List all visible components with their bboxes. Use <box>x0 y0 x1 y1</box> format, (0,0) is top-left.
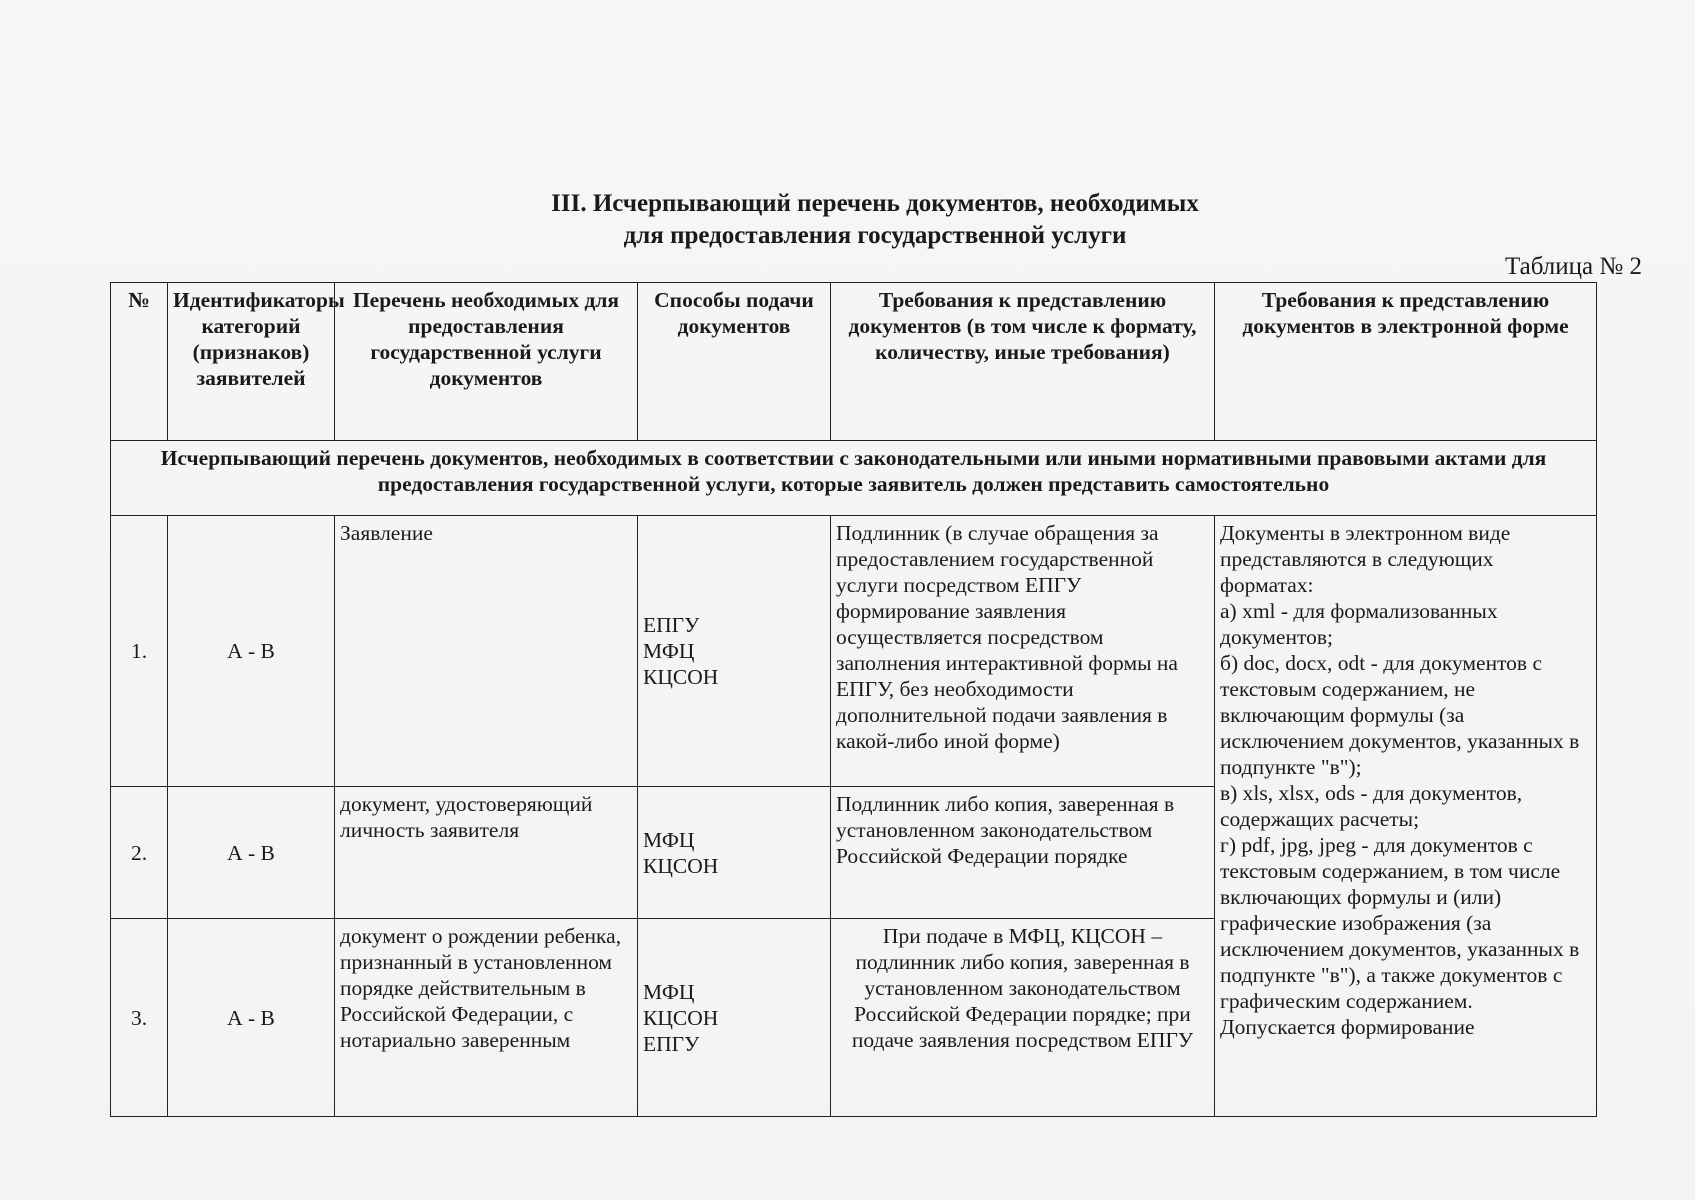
page-title <box>300 188 1450 252</box>
eform-line: г) pdf, jpg, jpeg - для документов с текстовым содержанием, в том числе включающих формулы и (или) графические изображения (за исключением документов, указанных в подпункте "в"), а также документов с графическим содержанием. <box>1220 833 1580 1013</box>
method-item: ЕПГУ <box>643 613 700 637</box>
method-item: МФЦ <box>643 639 695 663</box>
method-item: КЦСОН <box>643 1005 719 1030</box>
title-line-2: для предоставления государственной услуги <box>623 222 1127 249</box>
header-requirements: Требования к представлению документов (в том числе к формату, количеству, иные требования) <box>831 283 1215 441</box>
row-document: Заявление <box>335 516 638 787</box>
eform-line: б) doc, docx, odt - для документов с текстовым содержанием, не включающим формулы (за исключением документов, указанных в подпункте "в"); <box>1220 651 1580 779</box>
header-documents: Перечень необходимых для предоставления государственной услуги документов <box>335 283 638 441</box>
method-item: ЕПГУ <box>643 1031 700 1056</box>
header-category: Идентификаторы категорий (признаков) заявителей <box>168 283 335 441</box>
row-methods <box>638 787 831 919</box>
table-row <box>111 516 1597 787</box>
eform-line: в) xls, xlsx, ods - для документов, содержащих расчеты; <box>1220 781 1523 831</box>
method-item: КЦСОН <box>643 853 719 878</box>
table-header-row <box>111 283 1597 441</box>
row-requirements: Подлинник (в случае обращения за предоставлением государственной услуги посредством ЕПГУ формирование заявления осуществляется посредством заполнения интерактивной формы на ЕПГУ, без необходимости дополнительной подачи заявления в какой-либо иной форме) <box>831 516 1215 787</box>
row-category: А - В <box>168 787 335 919</box>
electronic-requirements <box>1215 516 1597 1117</box>
row-methods <box>638 516 831 787</box>
section-title: Исчерпывающий перечень документов, необходимых в соответствии с законодательными или иными нормативными правовыми актами для предоставления государственной услуги, которые заявитель должен представить самостоятельно <box>111 441 1597 516</box>
header-methods: Способы подачи документов <box>638 283 831 441</box>
row-num: 2. <box>111 787 168 919</box>
row-num: 3. <box>111 919 168 1117</box>
row-document: документ, удостоверяющий личность заявителя <box>335 787 638 919</box>
row-methods <box>638 919 831 1117</box>
method-item: МФЦ <box>643 979 695 1004</box>
table-label: Таблица № 2 <box>1504 253 1642 280</box>
method-item: КЦСОН <box>643 665 719 689</box>
method-item: МФЦ <box>643 827 695 852</box>
row-num: 1. <box>111 516 168 787</box>
section-row <box>111 441 1597 516</box>
header-num: № <box>111 283 168 441</box>
row-requirements: Подлинник либо копия, заверенная в установленном законодательством Российской Федерации порядке <box>831 787 1215 919</box>
row-category: А - В <box>168 516 335 787</box>
eform-line: Документы в электронном виде представляются в следующих форматах: <box>1220 521 1511 597</box>
title-line-1: III. Исчерпывающий перечень документов, необходимых <box>551 190 1199 217</box>
documents-table <box>110 282 1597 1117</box>
eform-line: Допускается формирование <box>1220 1015 1475 1039</box>
row-category: А - В <box>168 919 335 1117</box>
eform-line: а) xml - для формализованных документов; <box>1220 599 1498 649</box>
header-electronic: Требования к представлению документов в электронной форме <box>1215 283 1597 441</box>
row-document: документ о рождении ребенка, признанный в установленном порядке действительным в Российской Федерации, с нотариально заверенным <box>335 919 638 1117</box>
row-requirements: При подаче в МФЦ, КЦСОН – подлинник либо копия, заверенная в установленном законодательством Российской Федерации порядке; при подаче заявления посредством ЕПГУ <box>831 919 1215 1117</box>
